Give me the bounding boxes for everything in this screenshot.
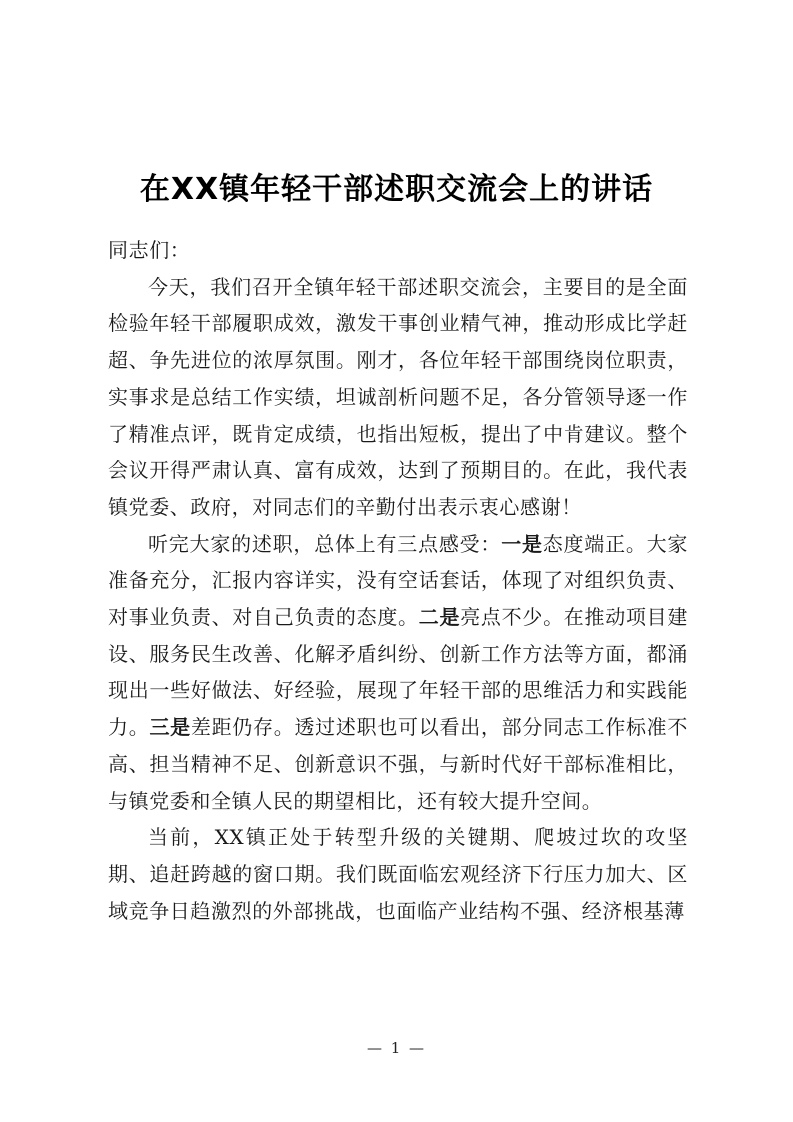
- page-number: — 1 —: [366, 1039, 427, 1057]
- paragraph: [108, 526, 688, 820]
- paragraph-text: 亮点不少。在推动项目建设、服务民生改善、化解矛盾纠纷、创新工作方法等方面，都涌现出一些好做法、好经验，展现了年轻干部的思维活力和实践能力。: [108, 605, 688, 740]
- salutation: 同志们：: [108, 238, 191, 262]
- document-title: 在XX镇年轻干部述职交流会上的讲话: [139, 172, 654, 208]
- document-body: [108, 232, 688, 929]
- emphasis-second: 二是: [418, 605, 461, 630]
- emphasis-first: 一是: [501, 531, 543, 556]
- paragraph: [108, 269, 688, 526]
- paragraph-text: 今天，我们召开全镇年轻干部述职交流会，主要目的是全面检验年轻干部履职成效，激发干事创业精气神，推动形成比学赶超、争先进位的浓厚氛围。刚才，各位年轻干部围绕岗位职责，实事求是总结工作实绩，坦诚剖析问题不足，各分管领导逐一作了精准点评，既肯定成绩，也指出短板，提出了中肯建议。整个会议开得严肃认真、富有成效，达到了预期目的。在此，我代表镇党委、政府，对同志们的辛勤付出表示衷心感谢！: [108, 274, 688, 519]
- paragraph-text: 当前，XX镇正处于转型升级的关键期、爬坡过坎的攻坚期、追赶跨越的窗口期。我们既面临宏观经济下行压力加大、区域竞争日趋激烈的外部挑战，也面临产业结构不强、经济根基薄: [108, 825, 688, 923]
- paragraph-text: 听完大家的述职，总体上有三点感受：: [148, 531, 502, 556]
- paragraph: [108, 819, 688, 929]
- emphasis-third: 三是: [149, 715, 191, 740]
- paragraph-text: 差距仍存。透过述职也可以看出，部分同志工作标准不高、担当精神不足、创新意识不强，与新时代好干部标准相比，与镇党委和全镇人民的期望相比，还有较大提升空间。: [108, 715, 688, 813]
- paragraph-text: 态度端正。大家准备充分，汇报内容详实，没有空话套话，体现了对组织负责、对事业负责、对自己负责的态度。: [108, 531, 689, 630]
